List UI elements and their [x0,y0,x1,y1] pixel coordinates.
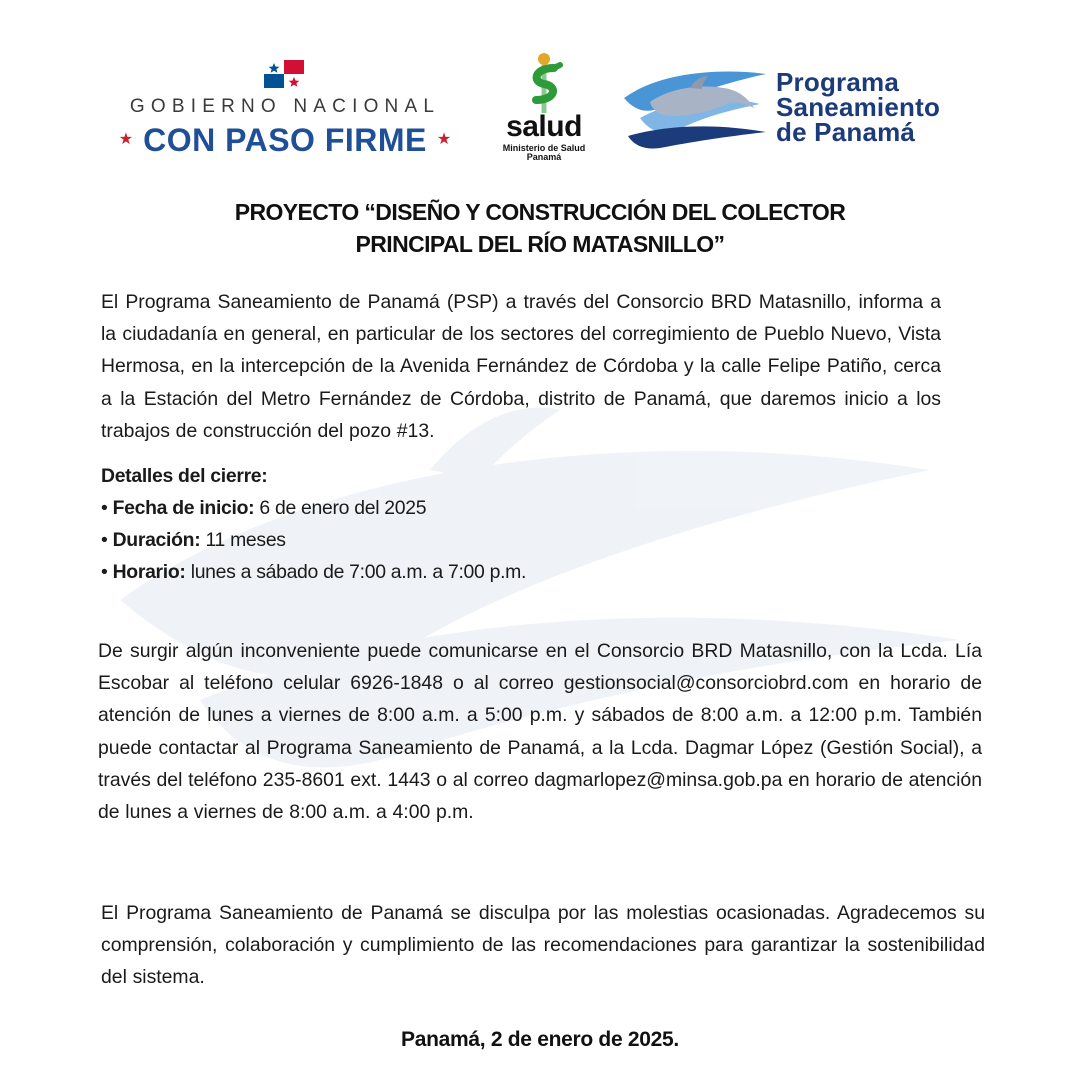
programa-saneamiento-wordmark [776,67,986,147]
detail-label: Horario: [112,561,186,583]
detail-label: Duración: [112,529,201,551]
project-title-line-2: PRINCIPAL DEL RÍO MATASNILLO” [355,231,725,257]
detail-item-start-date: • Fecha de inicio: 6 de enero del 2025 [101,497,427,519]
detail-item-schedule: • Horario: lunes a sábado de 7:00 a.m. a 7:00 p.m. [101,561,527,583]
detail-item-duration: • Duración: 11 meses [101,529,286,551]
red-star-icon: ★ [118,131,134,148]
project-title-line-1: PROYECTO “DISEÑO Y CONSTRUCCIÓN DEL COLECTOR [234,199,846,225]
gobierno-motto-row [104,122,466,158]
detail-value: lunes a sábado de 7:00 a.m. a 7:00 p.m. [190,561,527,583]
ministerio-salud-logo [494,52,594,164]
intro-paragraph: El Programa Saneamiento de Panamá (PSP) a través del Consorcio BRD Matasnillo, informa a la ciudadanía en general, en particular de los sectores del corregimiento de Pueblo Nuevo, Vista Hermosa, en la intercepción de la Avenida Fernández de Córdoba y la calle Felipe Patiño, cerca a la Estación del Metro Fernández de Córdoba, distrito de Panamá, que daremos inicio a los trabajos de construcción del pozo #13. [101,291,941,442]
detail-label: Fecha de inicio: [112,497,255,519]
programa-saneamiento-logo [620,62,980,158]
gobierno-nacional-logo [104,58,466,162]
gobierno-nacional-text: GOBIERNO NACIONAL [129,96,441,117]
panama-flag-icon [264,60,304,88]
red-star-icon: ★ [436,131,452,148]
closure-details-heading: Detalles del cierre: [101,465,268,487]
logo-header [0,0,1080,170]
salud-subtitle: Ministerio de Salud [502,143,586,153]
closure-details [101,460,801,588]
contact-paragraph: De surgir algún inconveniente puede comunicarse en el Consorcio BRD Matasnillo, con la Lcda. Lía Escobar al teléfono celular 6926-1848 o al correo gestionsocial@consorciobrd.com en horario de atención de lunes a viernes de 8:00 a.m. a 5:00 p.m. y sábados de 8:00 a.m. a 12:00 p.m. También puede contactar al Programa Saneamiento de Panamá, a la Lcda. Dagmar López (Gestión Social), a través del teléfono 235-8601 ext. 1443 o al correo dagmarlopez@minsa.gob.pa en horario de atención de lunes a viernes de 8:00 a.m. a 4:00 p.m. [98,640,982,824]
salud-wordmark: salud [506,110,582,143]
psp-line-3: de Panamá [776,117,916,147]
psp-line-1: Programa [776,67,899,97]
salud-country: Panamá [526,152,562,162]
psp-line-2: Saneamiento [776,92,941,122]
serpent-staff-icon [518,52,570,114]
project-title [120,196,960,260]
detail-value: 6 de enero del 2025 [259,497,427,519]
dolphin-wave-icon [620,62,770,152]
detail-value: 11 meses [205,529,286,551]
closing-date: Panamá, 2 de enero de 2025. [401,1028,679,1051]
gobierno-motto: CON PASO FIRME [143,121,427,158]
apology-paragraph: El Programa Saneamiento de Panamá se disculpa por las molestias ocasionadas. Agradecemos su comprensión, colaboración y cumplimiento de las recomendaciones para garantizar la sostenibilidad del sistema. [101,902,985,989]
